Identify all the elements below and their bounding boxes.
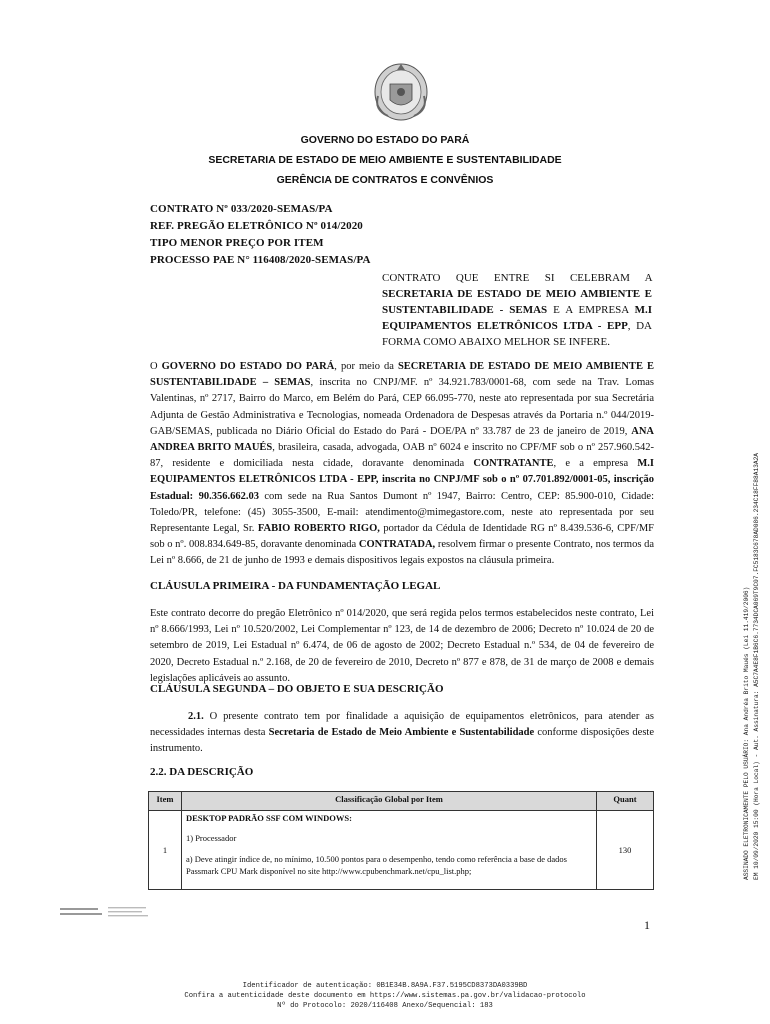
preamble-text: O <box>150 361 162 372</box>
clause-1-title: CLÁUSULA PRIMEIRA - DA FUNDAMENTAÇÃO LEGAL <box>150 580 441 592</box>
footer-protocol: Nº do Protocolo: 2020/116408 Anexo/Sequencial: 183 <box>277 1002 493 1010</box>
clause-2-title: CLÁUSULA SEGUNDA – DO OBJETO E SUA DESCRIÇÃO <box>150 683 444 695</box>
row-item: 1 <box>149 811 182 890</box>
row-line: 1) Processador <box>186 833 237 843</box>
clause-2-text: conforme disposições deste instrumento. <box>150 727 654 755</box>
preamble-bold: CONTRATADA, <box>358 539 436 551</box>
preamble-bold: FABIO ROBERTO RIGO, <box>257 523 380 535</box>
col-quant: Quant <box>597 792 654 811</box>
contract-type: TIPO MENOR PREÇO POR ITEM <box>150 237 324 249</box>
auction-reference: REF. PREGÃO ELETRÔNICO Nº 014/2020 <box>150 220 363 232</box>
clause-2-text: O presente contrato tem por finalidade a aquisição de equipamentos eletrônicos, para atender as necessidades internas desta <box>150 711 654 739</box>
items-table <box>148 791 654 890</box>
row-description <box>182 811 597 890</box>
signature-line: EM 10/09/2020 15:00 (Hora Local) - Aut. Assinatura: A5C7A4E8F1B6C6.7734DCA069T9C07.FC5183C678AD086.234C18FF88A13A2A <box>753 452 760 880</box>
col-item: Item <box>149 792 182 811</box>
signature-stamp-icon <box>60 906 150 922</box>
preamble-text: , e a empresa <box>553 458 638 470</box>
preamble-bold: SECRETARIA DE ESTADO DE MEIO AMBIENTE E SUSTENTABILIDADE – SEMAS <box>150 361 654 389</box>
table-header-row <box>149 792 654 811</box>
contract-number: CONTRATO Nº 033/2020-SEMAS/PA <box>150 203 333 215</box>
footer-verify-link: Confira a autenticidade deste documento em https://www.sistemas.pa.gov.br/validacao-protocolo <box>184 992 586 1000</box>
intro-text: , DA FORMA COMO ABAIXO MELHOR SE INFERE. <box>382 320 653 348</box>
intro-text: CONTRATO QUE ENTRE SI CELEBRAM A <box>382 272 652 284</box>
state-coat-of-arms-icon <box>372 56 430 122</box>
header-secretariat: SECRETARIA DE ESTADO DE MEIO AMBIENTE E SUSTENTABILIDADE <box>208 154 562 166</box>
preamble-paragraph <box>150 359 654 570</box>
intro-secretariat: SECRETARIA DE ESTADO DE MEIO AMBIENTE E SUSTENTABILIDADE - SEMAS <box>382 288 652 316</box>
preamble-text: com sede na Rua Santos Dumont nº 1947, Bairro: Centro, CEP: 85.900-010, Cidade: Toledo/PR, telefone: (45) 3055-3500, E-mail: atendimento@mimegastore.com, neste ato representada por seu Representante Legal, Sr. <box>150 490 654 535</box>
row-quant: 130 <box>597 811 654 890</box>
contract-intro <box>382 270 652 350</box>
header-government: GOVERNO DO ESTADO DO PARÁ <box>300 134 470 146</box>
description-subtitle: 2.2. DA DESCRIÇÃO <box>150 766 254 778</box>
footer-auth-id: Identificador de autenticação: 0B1E34B.8A9A.F37.5195CD8373DA0339BD <box>242 982 528 990</box>
electronic-signature-note <box>742 260 762 880</box>
intro-company: M.I EQUIPAMENTOS ELETRÔNICOS LTDA - EPP <box>382 304 652 332</box>
preamble-bold: CONTRATANTE <box>473 458 554 470</box>
preamble-bold: GOVERNO DO ESTADO DO PARÁ <box>161 361 335 372</box>
clause-2-paragraph <box>150 709 654 758</box>
preamble-text: portador da Cédula de Identidade RG nº 8.439.536-6, CPF/MF sob o nº. 008.834.649-85, doravante denominada <box>150 523 655 551</box>
preamble-text: , inscrita no CNPJ/MF. nº 34.921.783/0001-68, com sede na Trav. Lomas Valentinas, nº 2717, Bairro do Marco, em Belém do Pará, CEP 66.095-770, neste ato representada por sua Secretária Adjunta de Gestão Administrativa e Tecnologias, nomeada Ordenadora de Despesas através da Portaria n.º 044/2019-GAB/SEMAS, publicada no Diário Oficial do Estado do Pará - DOE/PA nº 33.787 de 23 de janeiro de 2019, <box>150 377 654 437</box>
signature-line: ASSINADO ELETRONICAMENTE PELO USUÁRIO: Ana Andréa Brito Maués (Lei 11.419/2006) <box>743 586 750 880</box>
preamble-bold: ANA ANDREA BRITO MAUÉS <box>150 425 654 454</box>
preamble-bold: M.I EQUIPAMENTOS ELETRÔNICOS LTDA - EPP, inscrita no CNPJ/MF sob o nº 07.701.892/0001-05, inscrição Estadual: 90.356.662.03 <box>150 458 654 502</box>
process-number: PROCESSO PAE N° 116408/2020-SEMAS/PA <box>150 254 371 266</box>
page-number: 1 <box>644 918 650 932</box>
preamble-text: , por meio da <box>334 361 398 372</box>
col-classification: Classificação Global por Item <box>182 792 597 811</box>
clause-2-bold: Secretaria de Estado de Meio Ambiente e Sustentabilidade <box>268 727 535 739</box>
row-line: a) Deve atingir índice de, no mínimo, 10.500 pontos para o desempenho, tendo como referência a base de dados Passmark CPU Mark disponível no site http://www.cpubenchmark.net/cpu_list.php; <box>186 854 567 876</box>
clause-2-number: 2.1. <box>188 711 204 722</box>
header-management: GERÊNCIA DE CONTRATOS E CONVÊNIOS <box>276 174 494 186</box>
intro-text: E A EMPRESA <box>547 304 635 316</box>
row-title: DESKTOP PADRÃO SSF COM WINDOWS: <box>186 813 352 823</box>
table-row <box>149 811 654 890</box>
preamble-text: resolvem firmar o presente Contrato, nos termos da Lei nº 8.666, de 21 de junho de 1993 e demais dispositivos legais expostos na cláusula primeira. <box>150 539 654 567</box>
clause-1-text: Este contrato decorre do pregão Eletrônico nº 014/2020, que será regida pelos termos estabelecidos neste contrato, Lei nº 8.666/1993, Lei nº 10.520/2002, Lei Complementar nº 123, de 14 de dezembro de 2006; Decreto nº 10.024 de 20 de setembro de 2019, Lei Estadual nº 6.474, de 06 de agosto de 2002; Decreto Estadual n.º 534, de 04 de fevereiro de 2020, Decreto Estadual n.º 2.168, de 20 de fevereiro de 2010, Decreto nº 877 e 878, de 31 de março de 2008 e demais legislações aplicáveis ao assunto. <box>150 608 654 684</box>
preamble-text: , brasileira, casada, advogada, OAB nº 6024 e inscrito no CPF/MF sob o nº 257.960.542-87, residente e domiciliada nesta cidade, doravante denominada <box>150 442 654 470</box>
